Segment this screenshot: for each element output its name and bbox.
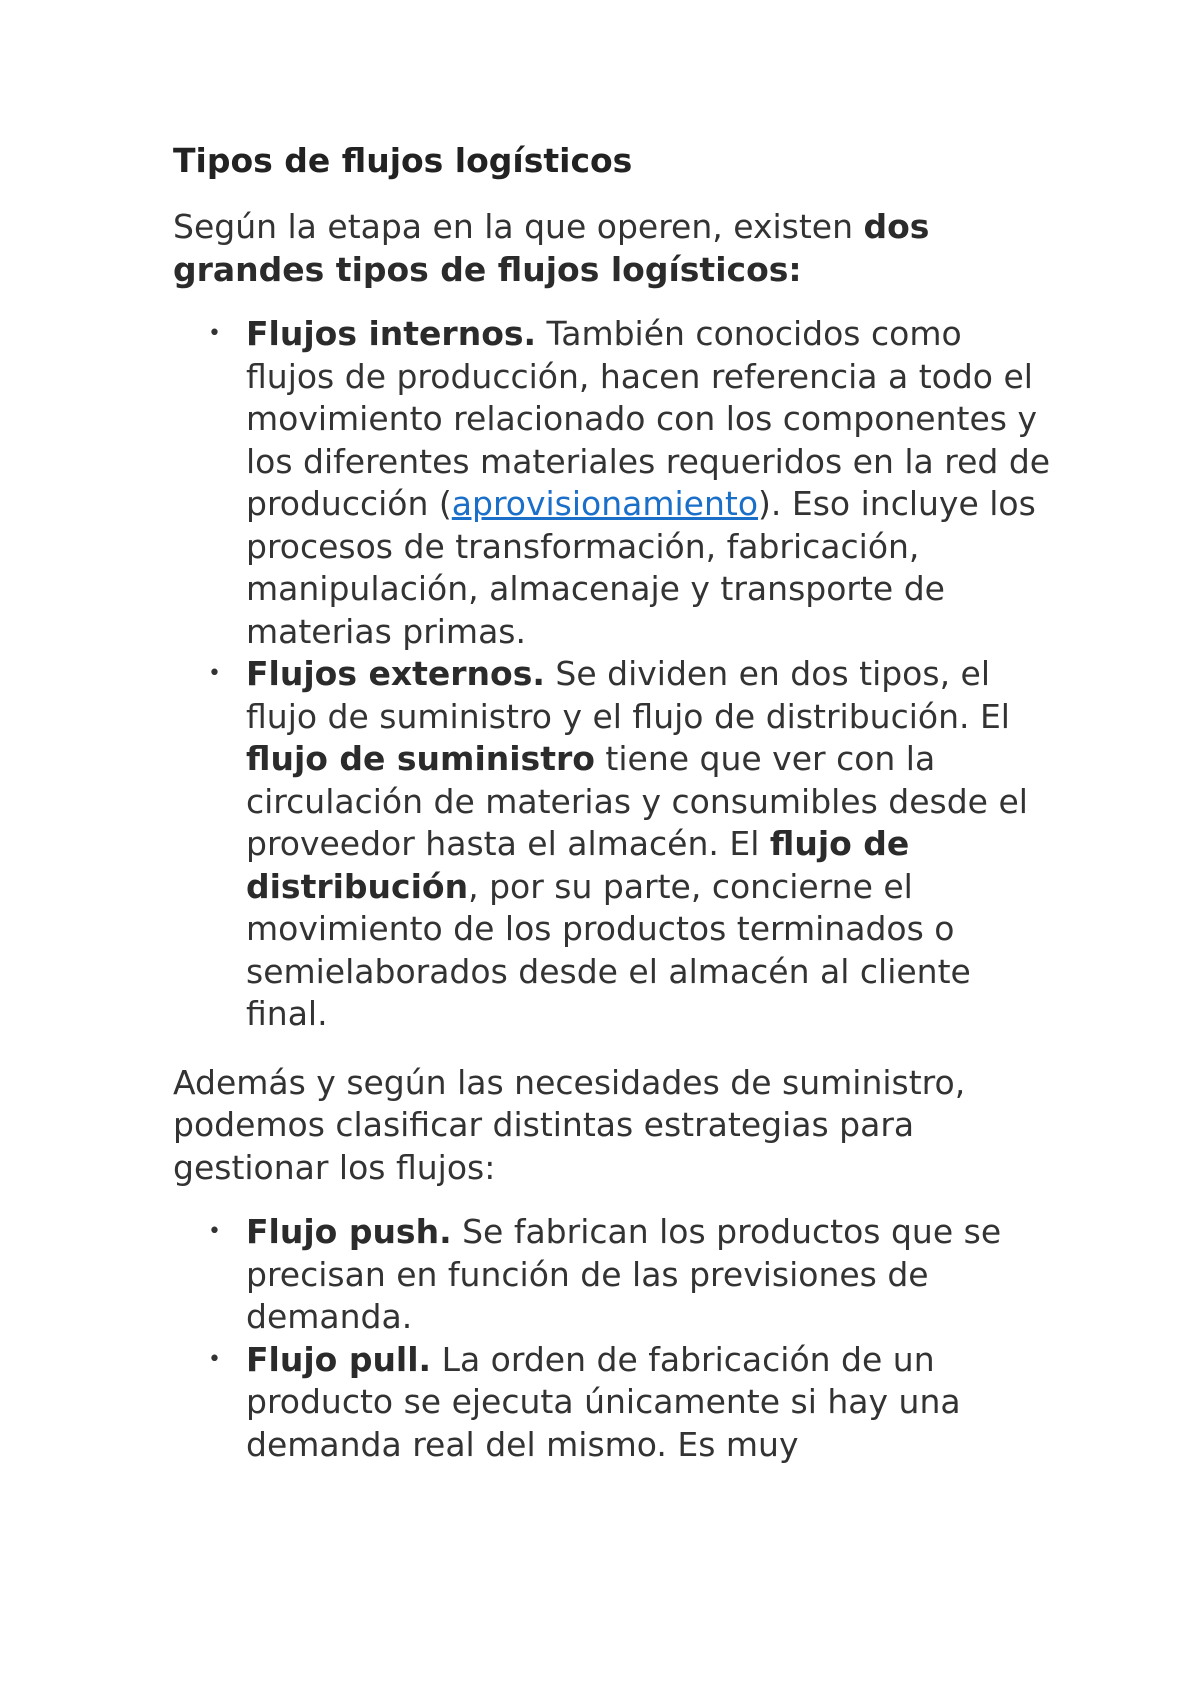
document-page	[173, 140, 1053, 1492]
bold-supply-flow: flujo de suministro	[246, 739, 595, 778]
intro-text: Según la etapa en la que operen, existen	[173, 207, 864, 246]
term-pull-flow: Flujo pull.	[246, 1339, 432, 1379]
push-flow-text: Se fabrican los productos que se precisan en función de las previsiones de demanda.	[246, 1212, 1002, 1336]
bullet-icon: •	[208, 1346, 221, 1372]
external-flows-text-c: , por su parte, concierne el movimiento de los productos terminados o semielaborados desde el almacén al cliente final.	[246, 866, 971, 1033]
pull-flow-text: La orden de fabricación de un producto se ejecuta únicamente si hay una demanda real del mismo. Es muy	[246, 1339, 961, 1464]
external-flows-text-b: tiene que ver con la circulación de materias y consumibles desde el proveedor hasta el almacén. El	[246, 739, 1028, 863]
list-item-internal-flows	[208, 313, 1053, 653]
intro-bold: dos grandes tipos de flujos logísticos:	[173, 207, 930, 289]
list-item-push-flow	[208, 1211, 1053, 1339]
aprovisionamiento-link[interactable]: aprovisionamiento	[451, 484, 759, 523]
strategies-paragraph: Además y según las necesidades de suministro, podemos clasificar distintas estrategias para gestionar los flujos:	[173, 1062, 966, 1187]
list-item-external-flows	[208, 653, 1053, 1036]
internal-flows-text-b: ). Eso incluye los procesos de transformación, fabricación, manipulación, almacenaje y transporte de materias primas.	[246, 484, 1036, 651]
flow-types-list	[173, 313, 1053, 1036]
section-title: Tipos de flujos logísticos	[173, 141, 633, 180]
intro-paragraph	[173, 206, 1053, 291]
external-flows-text-a: Se dividen en dos tipos, el flujo de suministro y el flujo de distribución. El	[246, 654, 1010, 736]
strategies-list	[173, 1211, 1053, 1466]
list-item-pull-flow	[208, 1339, 1053, 1467]
term-internal-flows: Flujos internos.	[246, 314, 537, 353]
bullet-icon: •	[208, 661, 221, 686]
term-push-flow: Flujo push.	[246, 1212, 452, 1251]
internal-flows-text-a: También conocidos como flujos de producción, hacen referencia a todo el movimiento relacionado con los componentes y los diferentes materiales requeridos en la red de producción (	[246, 314, 1051, 523]
term-external-flows: Flujos externos.	[246, 654, 545, 693]
bold-distribution-flow: flujo de distribución	[246, 824, 910, 906]
bullet-icon: •	[208, 321, 221, 346]
bullet-icon: •	[208, 1219, 221, 1244]
